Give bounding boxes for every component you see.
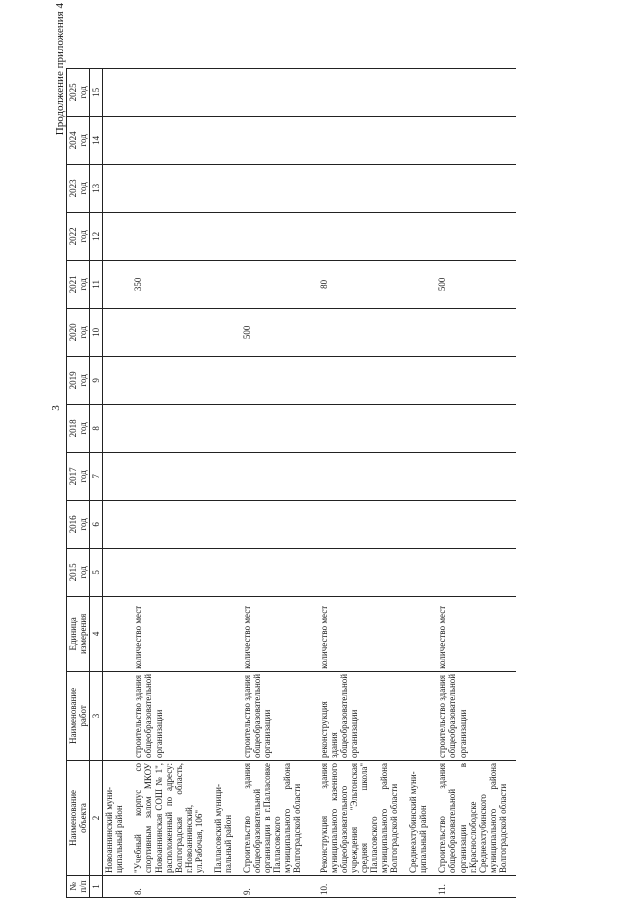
year-value [311,404,408,452]
region-row [212,68,234,897]
object-name: Строительство здания общеобразовательной организации в г.Краснослободске Среднеахтубинского муниципального района Волгоградской области [429,761,516,876]
appendix-caption: Продолжение приложения 4 [54,3,66,136]
header-works: Наименование работ [67,671,90,760]
column-number: 11 [90,260,103,308]
region-row [103,68,126,897]
header-year-0: 2015 год [67,548,90,596]
column-number: 6 [90,500,103,548]
year-value [125,212,212,260]
column-number: 4 [90,596,103,671]
year-value [234,452,310,500]
year-value [234,260,310,308]
year-value [429,356,516,404]
year-value [429,212,516,260]
unit-name: количество мест [125,596,212,671]
header-year-1: 2016 год [67,500,90,548]
header-year-7: 2022 год [67,212,90,260]
year-value [125,404,212,452]
works-name: строительство здания общеобразовательной организации [429,671,516,760]
year-value [125,452,212,500]
rotated-page [50,0,590,898]
column-number: 14 [90,116,103,164]
year-value [311,212,408,260]
column-number: 5 [90,548,103,596]
column-number: 13 [90,164,103,212]
year-value [234,548,310,596]
year-value [125,500,212,548]
column-number: 7 [90,452,103,500]
header-year-3: 2018 год [67,404,90,452]
table-row [311,68,408,897]
header-year-2: 2017 год [67,452,90,500]
year-value [429,452,516,500]
year-value [429,164,516,212]
column-number: 12 [90,212,103,260]
year-value [311,452,408,500]
header-year-5: 2020 год [67,308,90,356]
year-value [234,356,310,404]
year-value [429,308,516,356]
column-number: 15 [90,68,103,116]
year-value [125,356,212,404]
header-year-8: 2023 год [67,164,90,212]
table-row [234,68,310,897]
column-number: 10 [90,308,103,356]
year-value [429,500,516,548]
region-name: Палласовский муници- пальный район [212,761,234,876]
year-value [234,500,310,548]
row-number: 8. [125,876,212,898]
year-value [311,500,408,548]
column-number: 1 [90,876,103,898]
year-value [311,548,408,596]
row-number: 10. [311,876,408,898]
year-value [311,356,408,404]
program-table [66,68,516,898]
object-name: "Учебный корпус со спортивным залом МКОУ Новоаннинская СОШ № 1", расположенный по адресу: Волгоградская область, г.Новоаннинский, ул.Рабочая, 106" [125,761,212,876]
year-value [311,308,408,356]
works-name: реконструкция здания общеобразовательной организации [311,671,408,760]
column-number-row [90,68,103,897]
column-number: 2 [90,761,103,876]
table-row [429,68,516,897]
year-value [234,212,310,260]
year-value [311,164,408,212]
region-row [407,68,429,897]
column-number: 3 [90,671,103,760]
header-year-4: 2019 год [67,356,90,404]
year-value [125,308,212,356]
header-object: Наименование объекта [67,761,90,876]
table-row [125,68,212,897]
header-year-9: 2024 год [67,116,90,164]
region-name: Среднеахтубинский муни- ципальный район [407,761,429,876]
year-value [234,164,310,212]
header-unit: Единица измерения [67,596,90,671]
column-number: 9 [90,356,103,404]
year-value [234,404,310,452]
unit-name: количество мест [429,596,516,671]
works-name: строительство здания общеобразовательной организации [125,671,212,760]
year-value [429,68,516,116]
year-value [311,116,408,164]
year-value: 350 [125,260,212,308]
year-value [429,116,516,164]
year-value [125,548,212,596]
row-number: 11. [429,876,516,898]
year-value [234,116,310,164]
year-value [234,68,310,116]
header-row [67,68,90,897]
column-number: 8 [90,404,103,452]
year-value: 80 [311,260,408,308]
works-name: строительство здания общеобразовательной организации [234,671,310,760]
year-value [429,548,516,596]
header-year-10: 2025 год [67,68,90,116]
page-number: 3 [50,405,62,411]
year-value [125,164,212,212]
object-name: Реконструкция здания муниципального казенного общеобразовательного учреждения "Эльтонская средняя школа" Палласовского муниципального района Волгоградской области [311,761,408,876]
year-value [429,404,516,452]
year-value [125,116,212,164]
year-value: 500 [429,260,516,308]
row-number: 9. [234,876,310,898]
object-name: Строительство здания общеобразовательной организации в г.Палласовке Палласовского муниципального района Волгоградской области [234,761,310,876]
unit-name: количество мест [311,596,408,671]
header-year-6: 2021 год [67,260,90,308]
header-num: № п/п [67,876,90,898]
unit-name: количество мест [234,596,310,671]
year-value: 500 [234,308,310,356]
year-value [311,68,408,116]
region-name: Новоаннинский муни- ципальный район [103,761,126,876]
year-value [125,68,212,116]
